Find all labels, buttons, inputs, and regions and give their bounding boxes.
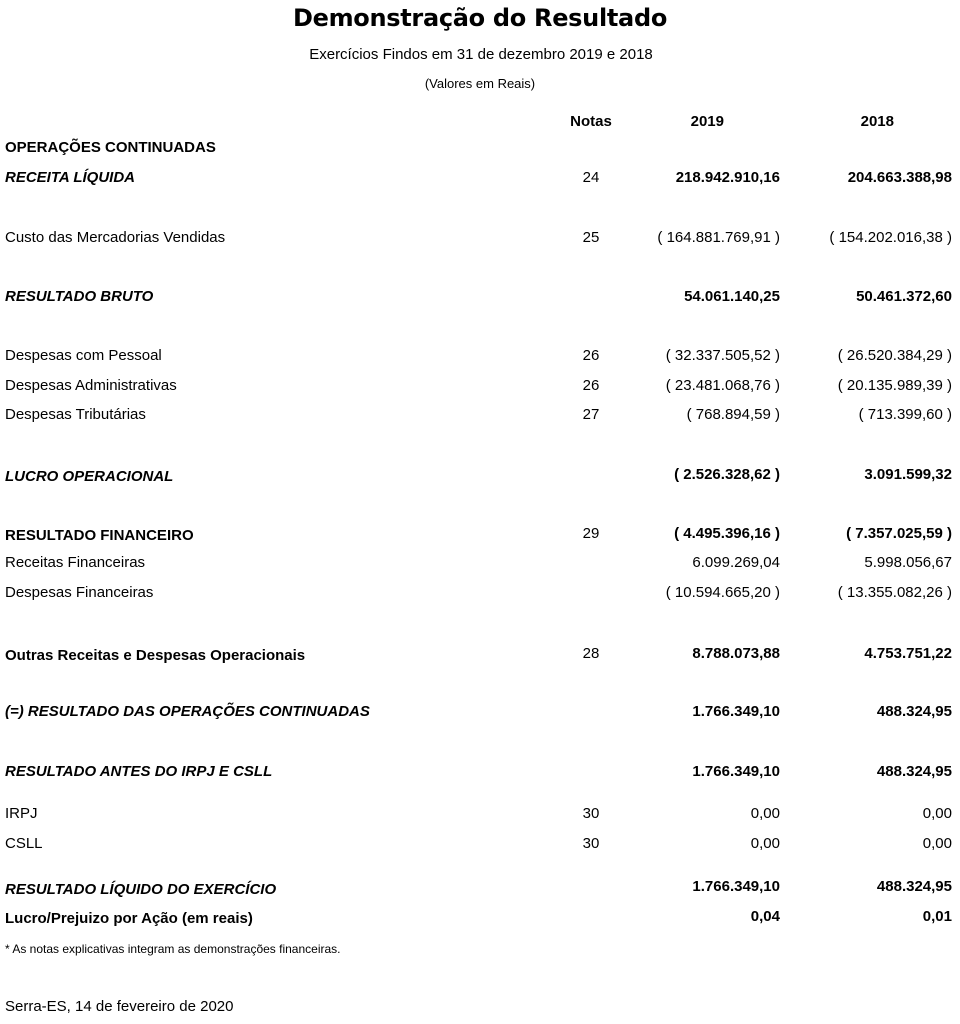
row-value-2019: 0,04 (750, 908, 780, 925)
row-resultado-antes-irpj-csll (0, 762, 960, 782)
row-resultado-bruto (0, 287, 960, 307)
row-value-2018: ( 26.520.384,29 ) (837, 347, 952, 364)
row-label: RECEITA LÍQUIDA (5, 169, 135, 186)
row-value-2019: ( 4.495.396,16 ) (674, 525, 780, 542)
row-value-2019: 0,00 (750, 805, 780, 822)
row-value-2019: 1.766.349,10 (692, 703, 780, 720)
row-note: 29 (582, 525, 600, 542)
row-value-2018: 488.324,95 (876, 878, 952, 895)
row-value-2018: ( 20.135.989,39 ) (837, 377, 952, 394)
row-despesas-financeiras (0, 583, 960, 603)
row-value-2019: ( 23.481.068,76 ) (665, 377, 780, 394)
row-label: Despesas Administrativas (5, 377, 177, 394)
row-value-2018: ( 713.399,60 ) (858, 406, 952, 423)
row-label: CSLL (5, 835, 43, 852)
row-value-2019: ( 2.526.328,62 ) (674, 466, 780, 483)
row-value-2019: 1.766.349,10 (692, 878, 780, 895)
column-header-2018: 2018 (860, 113, 894, 130)
row-note: 27 (582, 406, 600, 423)
row-label: RESULTADO ANTES DO IRPJ E CSLL (5, 763, 273, 780)
row-label: Lucro/Prejuizo por Ação (em reais) (5, 910, 253, 927)
row-outras-receitas-despesas (0, 646, 960, 666)
row-value-2019: 0,00 (750, 835, 780, 852)
row-value-2018: 0,01 (922, 908, 952, 925)
row-label: RESULTADO BRUTO (5, 288, 154, 305)
row-value-2018: ( 154.202.016,38 ) (829, 229, 952, 246)
row-label: Receitas Financeiras (5, 554, 146, 571)
row-value-2019: ( 164.881.769,91 ) (657, 229, 780, 246)
row-despesas-pessoal (0, 346, 960, 366)
row-label: Outras Receitas e Despesas Operacionais (5, 647, 306, 664)
row-resultado-operacoes-continuadas (0, 702, 960, 722)
row-resultado-liquido-exercicio (0, 880, 960, 900)
row-label: LUCRO OPERACIONAL (5, 468, 174, 485)
row-value-2018: 5.998.056,67 (864, 554, 952, 571)
row-label: RESULTADO LÍQUIDO DO EXERCÍCIO (5, 881, 277, 898)
row-value-2018: ( 13.355.082,26 ) (837, 584, 952, 601)
section-operacoes-continuadas (0, 138, 960, 158)
row-value-2019: ( 32.337.505,52 ) (665, 347, 780, 364)
row-label: Despesas com Pessoal (5, 347, 162, 364)
row-value-2019: 218.942.910,16 (675, 169, 780, 186)
row-label: RESULTADO FINANCEIRO (5, 527, 194, 544)
row-label: IRPJ (5, 805, 38, 822)
row-value-2018: 4.753.751,22 (864, 645, 952, 662)
row-label: Custo das Mercadorias Vendidas (5, 229, 226, 246)
row-despesas-tributarias (0, 405, 960, 425)
row-value-2018: 50.461.372,60 (856, 288, 952, 305)
row-value-2018: 0,00 (922, 805, 952, 822)
row-lucro-operacional (0, 467, 960, 487)
row-note: 25 (582, 229, 600, 246)
row-value-2018: ( 7.357.025,59 ) (846, 525, 952, 542)
row-value-2019: ( 10.594.665,20 ) (665, 584, 780, 601)
row-note: 24 (582, 169, 600, 186)
footnote: * As notas explicativas integram as demonstrações financeiras. (5, 942, 341, 956)
row-value-2018: 488.324,95 (876, 763, 952, 780)
row-receitas-financeiras (0, 553, 960, 573)
row-value-2018: 204.663.388,98 (847, 169, 952, 186)
row-resultado-financeiro (0, 526, 960, 546)
row-despesas-administrativas (0, 376, 960, 396)
row-value-2019: 54.061.140,25 (684, 288, 780, 305)
row-csll (0, 834, 960, 854)
row-value-2018: 488.324,95 (876, 703, 952, 720)
column-header-notes: Notas (570, 113, 612, 130)
row-note: 30 (582, 805, 600, 822)
row-label: Despesas Tributárias (5, 406, 146, 423)
row-note: 30 (582, 835, 600, 852)
row-value-2019: 8.788.073,88 (692, 645, 780, 662)
row-value-2019: 1.766.349,10 (692, 763, 780, 780)
row-note: 26 (582, 347, 600, 364)
units-note: (Valores em Reais) (424, 76, 536, 91)
row-custo-mercadorias (0, 228, 960, 248)
row-note: 26 (582, 377, 600, 394)
row-value-2018: 0,00 (922, 835, 952, 852)
column-header-row (0, 112, 960, 132)
row-note: 28 (582, 645, 600, 662)
row-value-2019: 6.099.269,04 (692, 554, 780, 571)
page-title: Demonstração do Resultado (292, 4, 668, 32)
row-receita-liquida (0, 168, 960, 188)
column-header-2019: 2019 (690, 113, 724, 130)
row-lucro-prejuizo-por-acao (0, 909, 960, 929)
row-label: Despesas Financeiras (5, 584, 154, 601)
row-label: (=) RESULTADO DAS OPERAÇÕES CONTINUADAS (5, 703, 370, 720)
place-date: Serra-ES, 14 de fevereiro de 2020 (5, 998, 234, 1015)
row-label: OPERAÇÕES CONTINUADAS (5, 139, 216, 156)
row-value-2018: 3.091.599,32 (864, 466, 952, 483)
row-irpj (0, 804, 960, 824)
page-subtitle: Exercícios Findos em 31 de dezembro 2019 e 2018 (309, 46, 653, 63)
row-value-2019: ( 768.894,59 ) (686, 406, 780, 423)
